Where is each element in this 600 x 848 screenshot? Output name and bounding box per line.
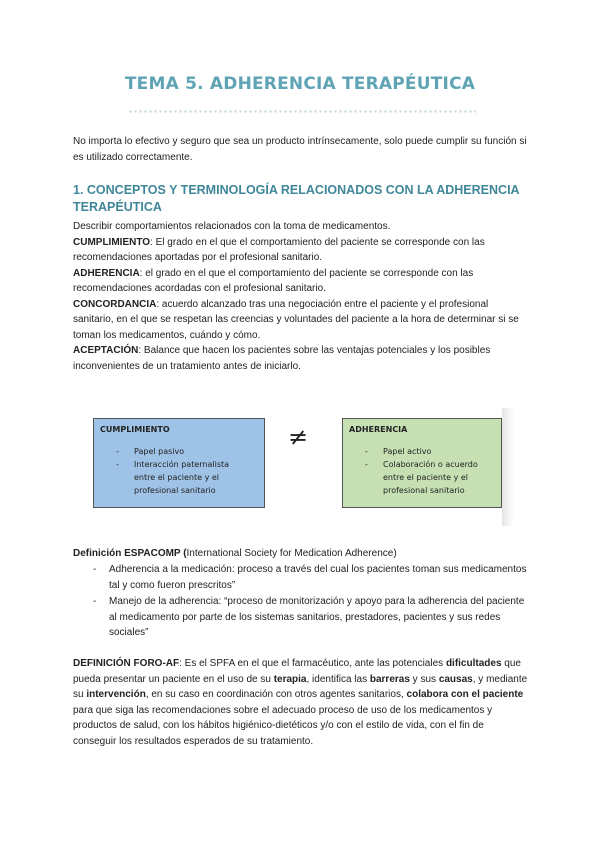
definition-term: CUMPLIMIENTO [73,236,151,248]
foro-bold: terapia [273,673,307,685]
definition-aceptacion [73,343,529,374]
definition-text: : acuerdo alcanzado tras una negociación entre el paciente y el profesional sanitario, en el que se respetan las creencias y voluntades del paciente a la hora de determinar si se toman los medicamentos, cuándo y cómo. [73,298,519,341]
list-item-text: Manejo de la adherencia: “proceso de monitorización y apoyo para la adherencia del paciente al medicamento por parte de los sistemas sanitarios, prestadores, pacientes y sus redes sociales” [109,596,525,638]
adherencia-box-list [365,445,500,497]
cumplimiento-box [93,418,265,508]
definitions-block [73,219,529,374]
list-item [116,458,251,497]
definition-term: ADHERENCIA [73,267,140,279]
definition-text: : Balance que hacen los pacientes sobre las ventajas potenciales y los posibles inconvenientes de un tratamiento antes de iniciarlo. [73,345,491,372]
cumplimiento-box-list [116,445,251,497]
list-item [365,445,500,458]
definition-cumplimiento [73,235,529,266]
definition-adherencia [73,266,529,297]
dash-bullet: - [365,447,368,456]
not-equal-symbol: ≠ [287,423,309,451]
list-item [365,458,500,497]
list-item-text: Interacción paternalista entre el paciente y el profesional sanitario [134,460,230,495]
list-item-text: Colaboración o acuerdo entre el paciente y el profesional sanitario [383,460,478,495]
espacomp-list-2 [93,594,529,641]
list-item-text: Adherencia a la medicación: proceso a través del cual los pacientes toman sus medicamentos tal y como fueron prescritos” [109,564,527,591]
foro-bold: dificultades [445,658,502,669]
foro-bold: barreras [369,673,410,685]
title-dotted-divider [128,110,476,113]
list-item-text: Papel pasivo [134,447,185,456]
definition-term: CONCORDANCIA [73,298,157,310]
intro-paragraph: No importa lo efectivo y seguro que sea un producto intrínsecamente, solo puede cumplir su función si es utilizado correctamente. [73,136,527,163]
foro-text: , identifica las [306,673,370,685]
espacomp-list [93,562,529,593]
definitions-lead: Describir comportamientos relacionados con la toma de medicamentos. [73,221,391,232]
espacomp-term: Definición ESPACOMP ( [73,548,187,559]
foro-text: que pueda presentar un paciente en el uso de su [73,658,521,685]
dash-bullet: - [365,460,368,469]
dash-bullet: - [93,596,97,607]
list-item [116,445,251,458]
foro-text: : Es el SPFA en el que el farmacéutico, ante las potenciales [179,658,446,669]
foro-text: para que siga las recomendaciones sobre el adecuado proceso de uso de los medicamentos y productos de salud, con los hábitos higiénico-dietéticos y/o con el estilo de vida, con el fin de conseguir los resultados esperados de su tratamiento. [73,704,493,747]
dash-bullet: - [116,447,119,456]
definition-term: ACEPTACIÓN [73,345,139,356]
definition-concordancia [73,297,529,344]
cumplimiento-box-title: CUMPLIMIENTO [100,425,170,434]
foro-text: , y mediante su [73,673,528,700]
espacomp-definition [73,546,529,562]
section-heading: 1. CONCEPTOS Y TERMINOLOGÍA RELACIONADOS CON LA ADHERENCIA TERAPÉUTICA [73,183,520,214]
definition-text: : el grado en el que el comportamiento del paciente se corresponde con las recomendaciones acordadas con el profesional sanitario. [73,267,474,294]
image-edge-shadow [502,408,514,526]
adherencia-box-title: ADHERENCIA [349,425,408,434]
list-item-text: Papel activo [383,447,432,456]
dash-bullet: - [116,460,119,469]
adherencia-box [342,418,502,508]
foro-af-definition [73,656,529,749]
page-title: TEMA 5. ADHERENCIA TERAPÉUTICA [124,74,476,94]
foro-bold: causas [438,673,473,685]
dash-bullet: - [93,564,97,575]
definition-text: : El grado en el que el comportamiento del paciente se corresponde con las recomendaciones aportadas por el profesional sanitario. [73,236,485,263]
list-item [93,594,529,641]
espacomp-text: International Society for Medication Adherence) [186,548,397,559]
list-item [93,562,529,593]
foro-text: , en su caso en coordinación con otros agentes sanitarios, [145,689,407,700]
foro-term: DEFINICIÓN FORO-AF [73,658,180,669]
foro-bold: colabora con el paciente [406,689,524,700]
foro-text: y sus [409,673,439,685]
foro-bold: intervención [86,689,146,700]
